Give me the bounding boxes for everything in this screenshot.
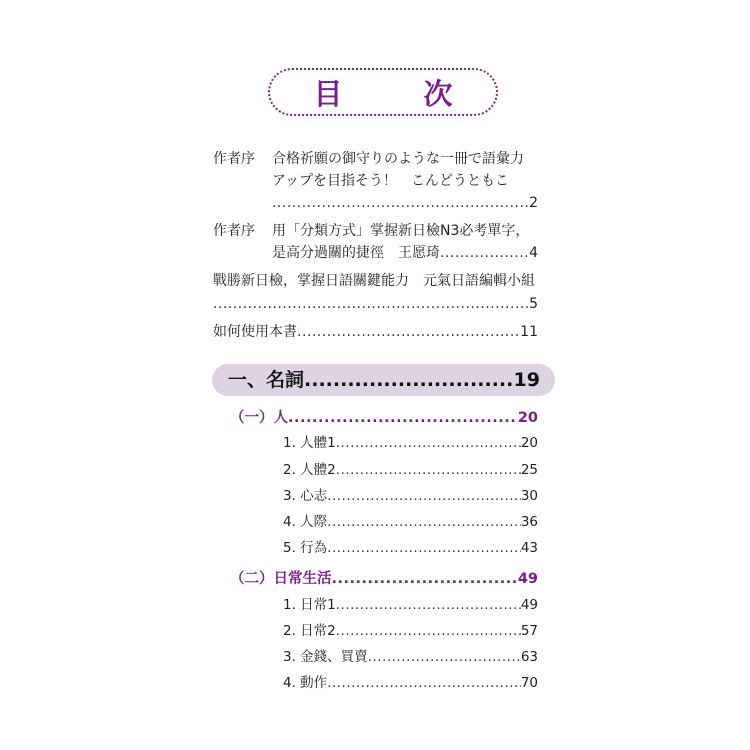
- subsection-label: （二）日常生活: [230, 571, 332, 587]
- toc-item-page: 43: [520, 540, 538, 556]
- page-number: 11: [520, 324, 538, 340]
- toc-item-label: 3. 心志: [283, 488, 328, 504]
- toc-item-row[interactable]: [283, 622, 538, 640]
- toc-item-row[interactable]: [283, 513, 538, 531]
- subsection-daily-life-row[interactable]: [230, 570, 538, 588]
- dot-leader: [336, 596, 521, 614]
- toc-item-page: 70: [520, 675, 538, 691]
- toc-title: 目 次: [313, 76, 479, 111]
- dot-leader: [332, 570, 518, 588]
- dot-leader: [272, 194, 529, 212]
- preface-3-leader-row[interactable]: [213, 295, 538, 313]
- dot-leader: [336, 434, 521, 452]
- toc-title-frame: [268, 68, 498, 116]
- preface-1-label: 作者序: [213, 151, 255, 167]
- how-to-use-label: 如何使用本書: [213, 324, 297, 340]
- toc-item-label: 4. 人際: [283, 514, 328, 530]
- dot-leader: [327, 513, 521, 531]
- section-label: 一、名詞: [228, 369, 305, 391]
- toc-item-page: 30: [520, 488, 538, 504]
- dot-leader: [368, 648, 521, 666]
- toc-item-page: 57: [520, 623, 538, 639]
- preface-1-leader-row[interactable]: [272, 194, 538, 212]
- preface-3-line1: 戰勝新日檢，掌握日語關鍵能力 元氣日語編輯小組: [213, 273, 535, 289]
- toc-item-row[interactable]: [283, 539, 538, 557]
- toc-item-label: 1. 日常1: [283, 597, 336, 613]
- toc-item-label: 2. 人體2: [283, 462, 336, 478]
- dot-leader: [213, 295, 529, 313]
- subsection-people-row[interactable]: [230, 409, 538, 427]
- preface-1-line2: アップを目指そう！ こんどうともこ: [272, 173, 510, 189]
- page-number: 4: [529, 245, 538, 261]
- toc-item-page: 25: [520, 462, 538, 478]
- dot-leader: [336, 622, 521, 640]
- toc-item-label: 3. 金錢、買賣: [283, 649, 368, 665]
- preface-1-line1: 合格祈願の御守りのような一冊で語彙力: [272, 151, 524, 167]
- toc-item-label: 5. 行為: [283, 540, 328, 556]
- toc-item-label: 4. 動作: [283, 675, 328, 691]
- preface-2-label: 作者序: [213, 223, 255, 239]
- toc-item-page: 63: [520, 649, 538, 665]
- section-nouns-row[interactable]: [228, 368, 540, 392]
- toc-item-row[interactable]: [283, 434, 538, 452]
- dot-leader: [327, 674, 521, 692]
- toc-item-label: 2. 日常2: [283, 623, 336, 639]
- dot-leader: [288, 409, 518, 427]
- page-number: 5: [529, 296, 538, 312]
- section-page: 19: [513, 369, 540, 391]
- subsection-page: 20: [517, 410, 538, 426]
- toc-item-row[interactable]: [283, 461, 538, 479]
- toc-item-page: 49: [520, 597, 538, 613]
- preface-2-line2: 是高分過關的捷徑 王愿琦: [272, 245, 440, 261]
- toc-item-row[interactable]: [283, 674, 538, 692]
- dot-leader: [297, 323, 520, 341]
- toc-item-label: 1. 人體1: [283, 435, 336, 451]
- toc-item-page: 20: [520, 435, 538, 451]
- toc-item-row[interactable]: [283, 648, 538, 666]
- toc-item-row[interactable]: [283, 596, 538, 614]
- preface-2-line2-row[interactable]: [272, 244, 538, 262]
- dot-leader: [327, 539, 521, 557]
- dot-leader: [336, 461, 521, 479]
- dot-leader: [304, 368, 514, 392]
- toc-item-page: 36: [520, 514, 538, 530]
- dot-leader: [440, 244, 529, 262]
- how-to-use-row[interactable]: [213, 323, 538, 341]
- page-number: 2: [529, 195, 538, 211]
- subsection-page: 49: [517, 571, 538, 587]
- toc-item-row[interactable]: [283, 487, 538, 505]
- subsection-label: （一）人: [230, 410, 288, 426]
- preface-2-line1: 用「分類方式」掌握新日檢N3必考單字，: [272, 223, 530, 239]
- dot-leader: [327, 487, 521, 505]
